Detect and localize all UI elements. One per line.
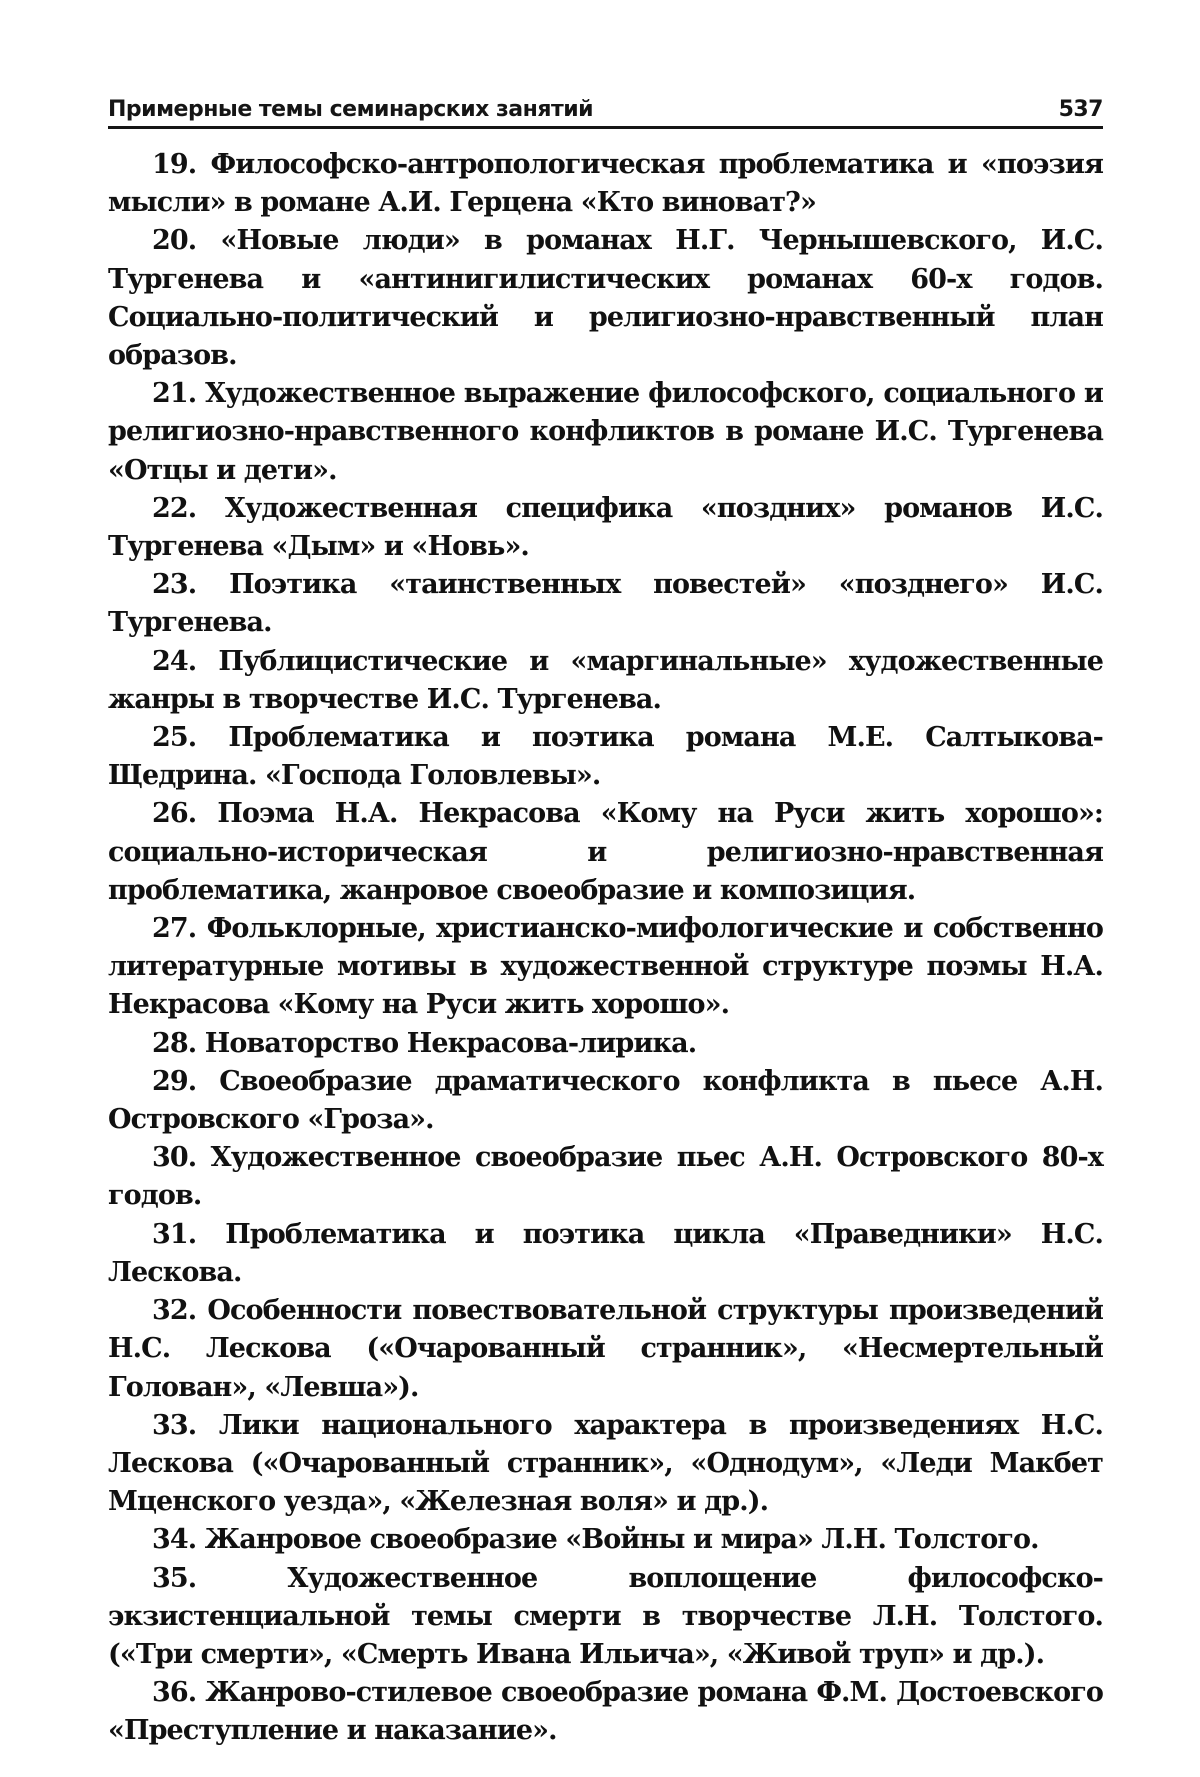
running-title: Примерные темы семинарских занятий xyxy=(108,97,594,122)
topic-item-34: 34. Жанровое своеобразие «Войны и мира» Л.Н. Толстого. xyxy=(152,1524,1039,1556)
topic-item-28: 28. Новаторство Некрасова-лирика. xyxy=(152,1027,697,1059)
seminar-topics-list xyxy=(108,146,1103,1751)
topic-item-22: 22. Художественная специфика «поздних» романов И.С. Тургенева «Дым» и «Новь». xyxy=(108,492,1103,563)
topic-item-19: 19. Философско-антропологическая проблематика и «поэзия мысли» в романе А.И. Герцена «Кто виноват?» xyxy=(108,149,1103,219)
book-page xyxy=(108,0,1103,1777)
topic-item-33: 33. Лики национального характера в произведениях Н.С. Лескова («Очарованный странник», «Однодум», «Леди Макбет Мценского уезда», «Железная воля» и др.). xyxy=(108,1409,1103,1518)
topic-item-36: 36. Жанрово-стилевое своеобразие романа Ф.М. Достоевского «Преступление и наказание». xyxy=(108,1677,1103,1747)
topic-item-21: 21. Художественное выражение философского, социального и религиозно-нравственного конфликтов в романе И.С. Тургенева «Отцы и дети». xyxy=(108,378,1103,486)
topic-item-26: 26. Поэма Н.А. Некрасова «Кому на Руси жить хорошо»: социально-историческая и религиозно-нравственная проблематика, жанровое своеобразие и композиция. xyxy=(108,798,1103,906)
topic-item-23: 23. Поэтика «таинственных повестей» «позднего» И.С. Тургенева. xyxy=(108,569,1103,639)
topic-item-24: 24. Публицистические и «маргинальные» художественные жанры в творчестве И.С. Тургенева. xyxy=(108,645,1103,715)
topic-item-25: 25. Проблематика и поэтика романа М.Е. Салтыкова-Щедрина. «Господа Головлевы». xyxy=(108,722,1103,792)
topic-item-27: 27. Фольклорные, христианско-мифологические и собственно литературные мотивы в художественной структуре поэмы Н.А. Некрасова «Кому на Руси жить хорошо». xyxy=(108,913,1103,1021)
topic-item-31: 31. Проблематика и поэтика цикла «Праведники» Н.С. Лескова. xyxy=(108,1218,1103,1288)
topic-item-35: 35. Художественное воплощение философско-экзистенциальной темы смерти в творчестве Л.Н. Толстого. («Три смерти», «Смерть Ивана Ильича», «Живой труп» и др.). xyxy=(108,1562,1103,1670)
topic-item-30: 30. Художественное своеобразие пьес А.Н. Островского 80-х годов. xyxy=(108,1142,1103,1212)
topic-item-20: 20. «Новые люди» в романах Н.Г. Чернышевского, И.С. Тургенева и «антинигилистических романах 60-х годов. Социально-политический и религиозно-нравственный план образов. xyxy=(108,225,1103,372)
header-rule xyxy=(108,126,1103,129)
running-header xyxy=(108,86,1103,122)
page-number: 537 xyxy=(1058,97,1103,122)
topic-item-32: 32. Особенности повествовательной структуры произведений Н.С. Лескова («Очарованный странник», «Несмертельный Голован», «Левша»). xyxy=(108,1295,1103,1403)
topic-item-29: 29. Своеобразие драматического конфликта в пьесе А.Н. Островского «Гроза». xyxy=(108,1065,1103,1136)
